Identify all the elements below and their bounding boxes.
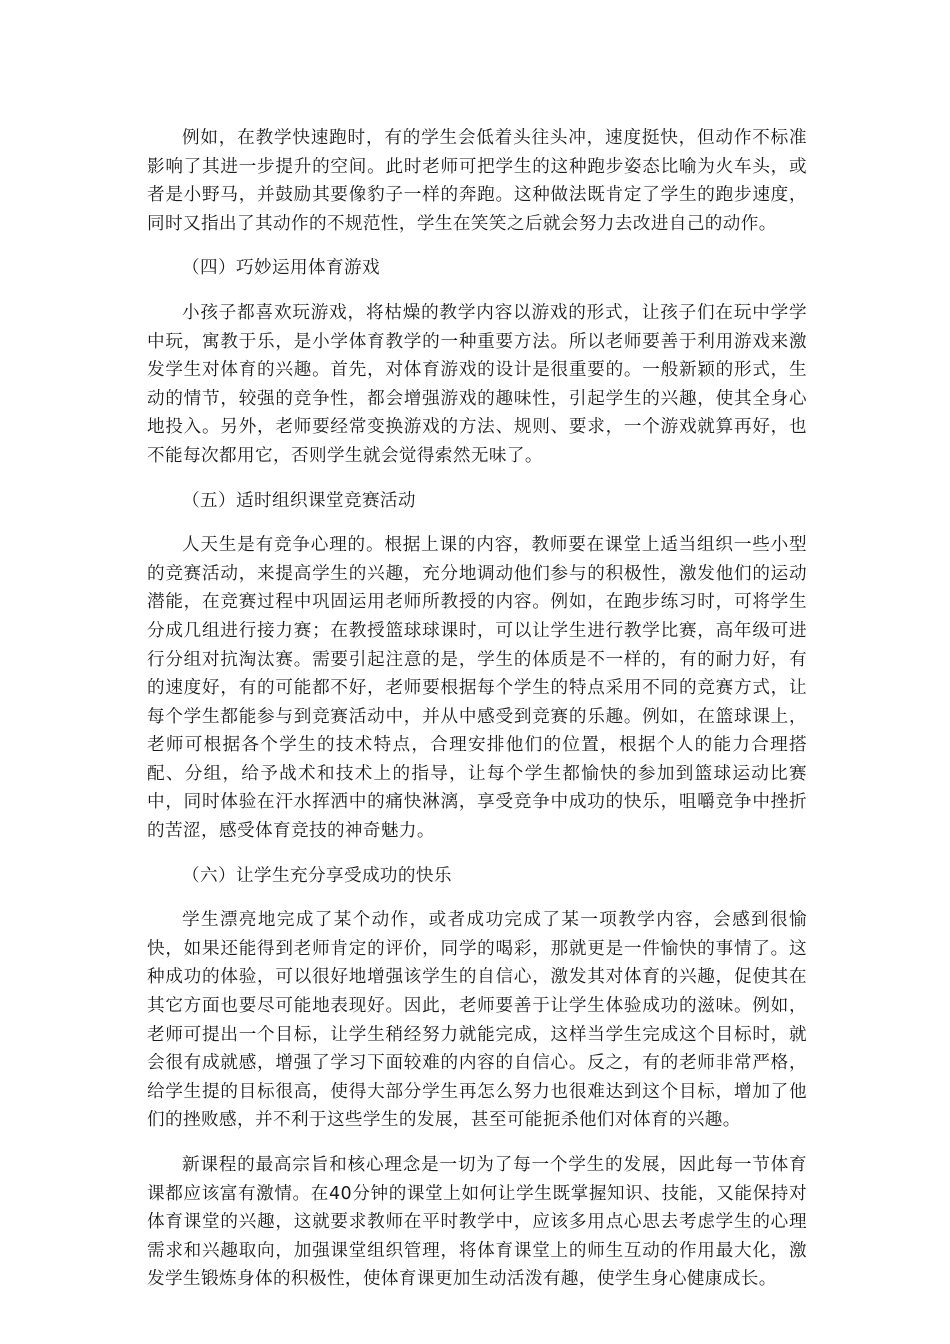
paragraph-games: 小孩子都喜欢玩游戏，将枯燥的教学内容以游戏的形式，让孩子们在玩中学学中玩，寓教于乐，是小学体育教学的一种重要方法。所以老师要善于利用游戏来激发学生对体育的兴趣。首先，对体育游戏的设计是很重要的。一般新颖的形式，生动的情节，较强的竞争性，都会增强游戏的趣味性，引起学生的兴趣，使其全身心地投入。另外，老师要经常变换游戏的方法、规则、要求，一个游戏就算再好，也不能每次都用它，否则学生就会觉得索然无味了。 [147,302,807,466]
paragraph-conclusion: 新课程的最高宗旨和核心理念是一切为了每一个学生的发展，因此每一节体育课都应该富有激情。在40分钟的课堂上如何让学生既掌握知识、技能，又能保持对体育课堂的兴趣，这就要求教师在平时教学中，应该多用点心思去考虑学生的心理需求和兴趣取向，加强课堂组织管理，将体育课堂上的师生互动的作用最大化，激发学生锻炼身体的积极性，使体育课更加生动活泼有趣，使学生身心健康成长。 [147,1155,807,1290]
paragraph-competition: 人天生是有竞争心理的。根据上课的内容，教师要在课堂上适当组织一些小型的竞赛活动，来提高学生的兴趣，充分地调动他们参与的积极性，激发他们的运动潜能，在竞赛过程中巩固运用老师所教授的内容。例如，在跑步练习时，可将学生分成几组进行接力赛；在教授篮球球课时，可以让学生进行教学比赛，高年级可进行分组对抗淘汰赛。需要引起注意的是，学生的体质是不一样的，有的耐力好，有的速度好，有的可能都不好，老师要根据每个学生的特点采用不同的竞赛方式，让每个学生都能参与到竞赛活动中，并从中感受到竞赛的乐趣。例如，在篮球课上，老师可根据各个学生的技术特点，合理安排他们的位置，根据个人的能力合理搭配、分组，给予战术和技术上的指导，让每个学生都愉快的参加到篮球运动比赛中，同时体验在汗水挥洒中的痛快淋漓，享受竞争中成功的快乐，咀嚼竞争中挫折的苦涩，感受体育竞技的神奇魅力。 [147,535,807,842]
spacer [147,1135,807,1151]
section-heading-5: （五）适时组织课堂竞赛活动 [182,490,416,511]
document-page [147,124,807,1294]
spacer [147,283,807,299]
spacer [147,846,807,862]
spacer [147,515,807,531]
spacer [147,471,807,487]
paragraph-running-posture-example: 例如，在教学快速跑时，有的学生会低着头往头冲，速度挺快，但动作不标准影响了其进一步提升的空间。此时老师可把学生的这种跑步姿态比喻为火车头，或者是小野马，并鼓励其要像豹子一样的奔跑。这种做法既肯定了学生的跑步速度，同时又指出了其动作的不规范性，学生在笑笑之后就会努力去改进自己的动作。 [147,128,807,234]
paragraph-success: 学生漂亮地完成了某个动作，或者成功完成了某一项教学内容，会感到很愉快，如果还能得到老师肯定的评价，同学的喝彩，那就更是一件愉快的事情了。这种成功的体验，可以很好地增强该学生的自信心，激发其对体育的兴趣，促使其在其它方面也要尽可能地表现好。因此，老师要善于让学生体验成功的滋味。例如，老师可提出一个目标，让学生稍经努力就能完成，这样当学生完成这个目标时，就会很有成就感，增强了学习下面较难的内容的自信心。反之，有的老师非常严格，给学生提的目标很高，使得大部分学生再怎么努力也很难达到这个目标，增加了他们的挫败感，并不利于这些学生的发展，甚至可能扼杀他们对体育的兴趣。 [147,910,807,1131]
spacer [147,238,807,254]
section-heading-6: （六）让学生充分享受成功的快乐 [182,865,452,886]
section-heading-4: （四）巧妙运用体育游戏 [182,258,380,279]
spacer [147,890,807,906]
